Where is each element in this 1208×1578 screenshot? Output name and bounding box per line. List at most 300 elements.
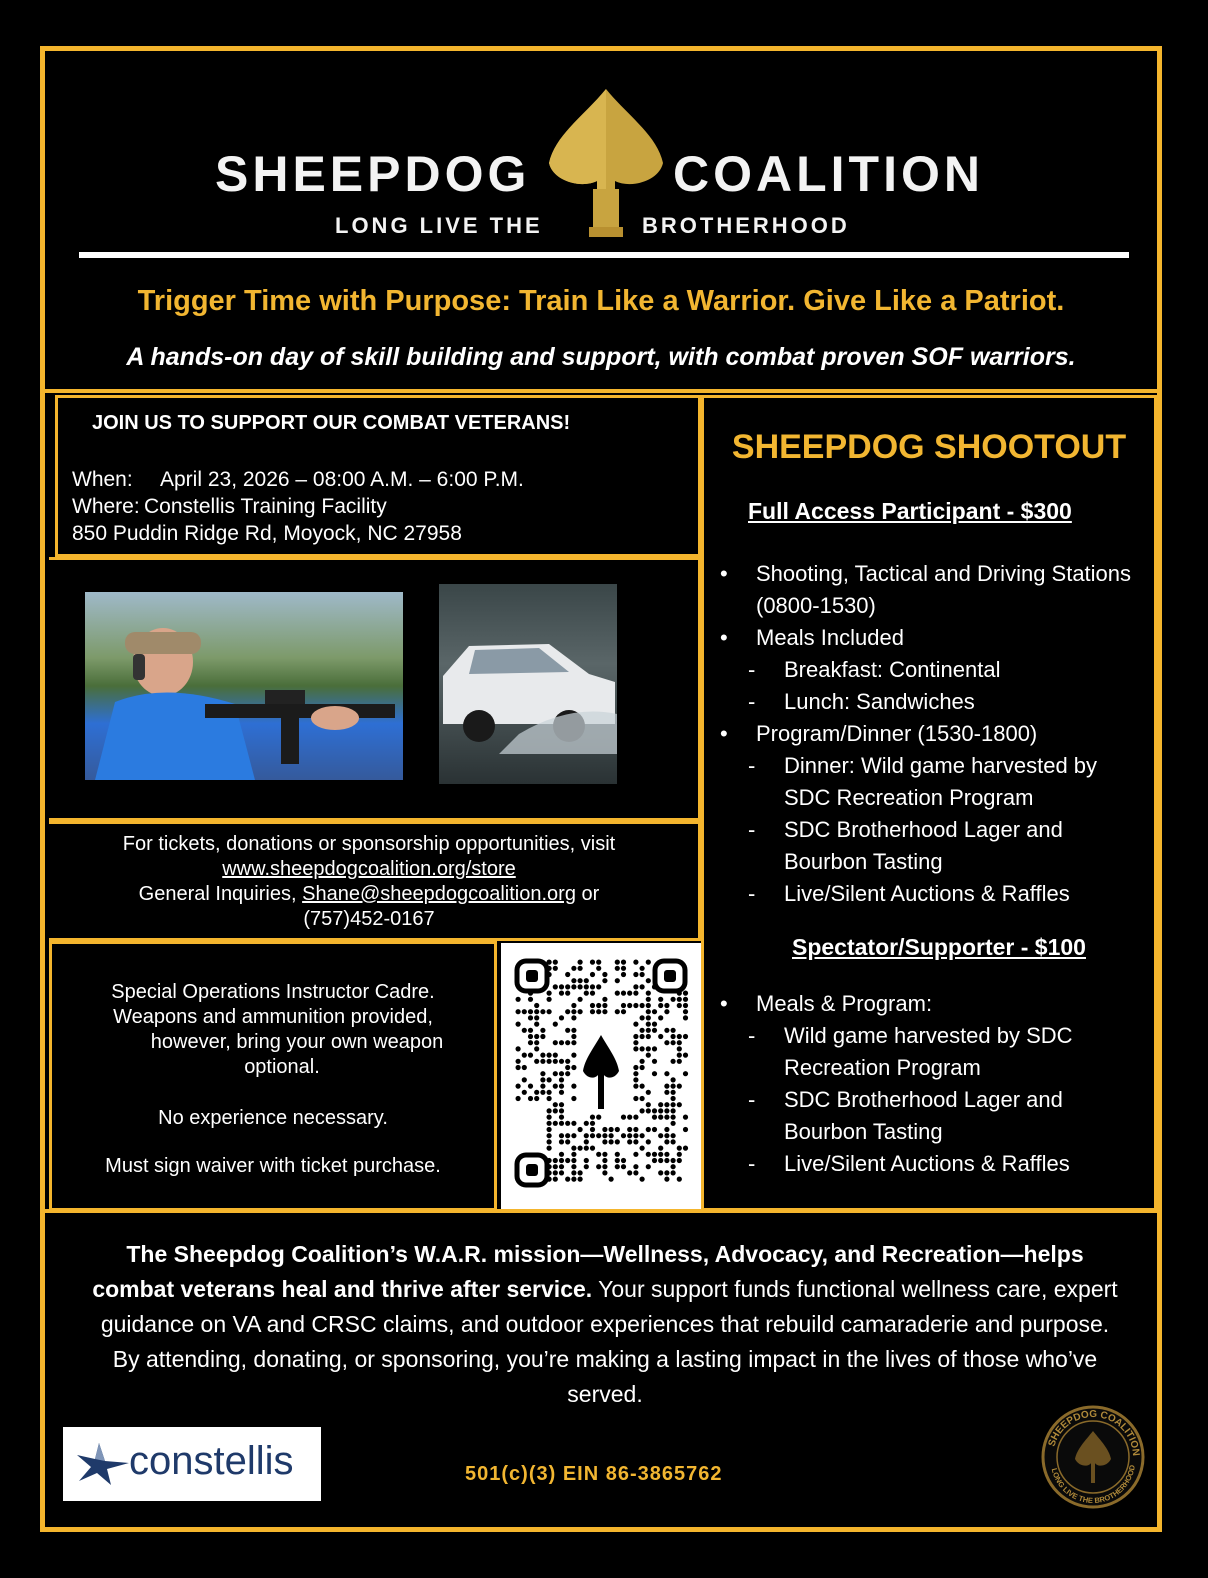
qr-dot bbox=[639, 966, 644, 971]
qr-dot bbox=[670, 1028, 675, 1033]
qr-dot bbox=[577, 1170, 582, 1175]
qr-dot bbox=[670, 1170, 675, 1175]
qr-dot bbox=[646, 1164, 651, 1169]
qr-dot bbox=[608, 1133, 613, 1138]
qr-dot bbox=[522, 1009, 527, 1014]
qr-dot bbox=[559, 990, 564, 995]
qr-dot bbox=[639, 1108, 644, 1113]
qr-dot bbox=[664, 1176, 669, 1181]
qr-dot bbox=[646, 1046, 651, 1051]
qr-dot bbox=[633, 1152, 638, 1157]
qr-dot bbox=[633, 1071, 638, 1076]
qr-dot bbox=[590, 1133, 595, 1138]
section-divider bbox=[45, 389, 1157, 393]
qr-dot bbox=[677, 1046, 682, 1051]
spectator-item: - Wild game harvested by SDC Recreation Program bbox=[720, 1020, 1140, 1084]
qr-dot bbox=[584, 1133, 589, 1138]
qr-dot bbox=[646, 1127, 651, 1132]
qr-dot bbox=[633, 1040, 638, 1045]
qr-dot bbox=[577, 1145, 582, 1150]
spectator-title: Spectator/Supporter - $100 bbox=[792, 934, 1086, 960]
spectator-item: - SDC Brotherhood Lager and Bourbon Tasting bbox=[720, 1084, 1140, 1148]
qr-dot bbox=[565, 990, 570, 995]
qr-dot bbox=[646, 1028, 651, 1033]
join-heading: JOIN US TO SUPPORT OUR COMBAT VETERANS! bbox=[92, 412, 571, 434]
qr-dot bbox=[621, 1114, 626, 1119]
qr-dot bbox=[571, 1176, 576, 1181]
qr-dot bbox=[590, 1145, 595, 1150]
qr-dot bbox=[553, 1059, 558, 1064]
qr-dot bbox=[559, 1121, 564, 1126]
qr-dot bbox=[627, 1139, 632, 1144]
qr-dot bbox=[528, 1034, 533, 1039]
qr-dot bbox=[683, 1009, 688, 1014]
qr-dot bbox=[596, 1152, 601, 1157]
qr-dot bbox=[658, 997, 663, 1002]
qr-dot bbox=[565, 1176, 570, 1181]
qr-dot bbox=[584, 1164, 589, 1169]
qr-dot bbox=[646, 1108, 651, 1113]
qr-dot bbox=[534, 1009, 539, 1014]
qr-dot bbox=[571, 1015, 576, 1020]
qr-dot bbox=[540, 1059, 545, 1064]
qr-dot bbox=[565, 1121, 570, 1126]
qr-dot bbox=[577, 1009, 582, 1014]
qr-dot bbox=[571, 1065, 576, 1070]
qr-dot bbox=[608, 1127, 613, 1132]
weapons-line1: Weapons and ammunition provided, bbox=[113, 1006, 433, 1028]
qr-dot bbox=[559, 1059, 564, 1064]
qr-dot bbox=[546, 1121, 551, 1126]
qr-dot bbox=[621, 1003, 626, 1008]
qr-dot bbox=[670, 1096, 675, 1101]
qr-dot bbox=[571, 1003, 576, 1008]
qr-dot bbox=[633, 1003, 638, 1008]
shooter-photo bbox=[85, 592, 403, 780]
qr-dot bbox=[559, 1077, 564, 1082]
qr-dot bbox=[677, 997, 682, 1002]
photo-box bbox=[49, 557, 701, 821]
full-access-item: • Shooting, Tactical and Driving Stations (0800-1530) bbox=[720, 558, 1140, 622]
qr-dot bbox=[571, 1164, 576, 1169]
email-link[interactable]: Shane@sheepdogcoalition.org bbox=[302, 883, 576, 905]
qr-dot bbox=[677, 1158, 682, 1163]
qr-dot bbox=[677, 1003, 682, 1008]
qr-dot bbox=[546, 1090, 551, 1095]
constellis-wordmark: constellis bbox=[129, 1439, 294, 1483]
qr-finder-core bbox=[526, 970, 538, 982]
full-access-list bbox=[720, 558, 1140, 910]
qr-dot bbox=[670, 1059, 675, 1064]
qr-dot bbox=[677, 1102, 682, 1107]
qr-dot bbox=[646, 1003, 651, 1008]
qr-dot bbox=[652, 1127, 657, 1132]
qr-dot bbox=[627, 990, 632, 995]
qr-dot bbox=[565, 1059, 570, 1064]
phone: (757)452-0167 bbox=[303, 908, 435, 930]
qr-dot bbox=[639, 984, 644, 989]
qr-dot bbox=[664, 1139, 669, 1144]
qr-dot bbox=[571, 1170, 576, 1175]
headline: Trigger Time with Purpose: Train Like a Warrior. Give Like a Patriot. bbox=[137, 285, 1065, 317]
qr-dot bbox=[683, 1015, 688, 1020]
qr-dot bbox=[565, 1040, 570, 1045]
qr-dot bbox=[670, 1114, 675, 1119]
qr-dot bbox=[670, 1083, 675, 1088]
qr-finder-core bbox=[526, 1164, 538, 1176]
qr-dot bbox=[633, 1139, 638, 1144]
qr-dot bbox=[646, 1152, 651, 1157]
qr-dot bbox=[608, 1176, 613, 1181]
qr-dot bbox=[553, 1040, 558, 1045]
seal-bottom-text: LONG LIVE THE BROTHERHOOD bbox=[1049, 1464, 1137, 1506]
qr-dot bbox=[646, 1139, 651, 1144]
qr-dot bbox=[677, 1040, 682, 1045]
qr-dot bbox=[602, 1170, 607, 1175]
qr-dot bbox=[646, 990, 651, 995]
qr-dot bbox=[596, 1009, 601, 1014]
qr-dot bbox=[522, 1028, 527, 1033]
qr-dot bbox=[664, 1083, 669, 1088]
qr-dot bbox=[621, 972, 626, 977]
qr-dot bbox=[546, 1052, 551, 1057]
qr-dot bbox=[677, 1152, 682, 1157]
qr-dot bbox=[515, 1083, 520, 1088]
contact-line2 bbox=[49, 857, 689, 882]
contact-line3 bbox=[49, 882, 689, 907]
qr-dot bbox=[559, 984, 564, 989]
qr-spearhead-icon bbox=[583, 1035, 619, 1109]
qr-dot bbox=[683, 1003, 688, 1008]
qr-dot bbox=[565, 972, 570, 977]
qr-dot bbox=[602, 1003, 607, 1008]
qr-dot bbox=[615, 966, 620, 971]
qr-dot bbox=[540, 1009, 545, 1014]
qr-dot bbox=[571, 1096, 576, 1101]
qr-dot bbox=[652, 1021, 657, 1026]
qr-dot bbox=[577, 1127, 582, 1132]
qr-dot bbox=[658, 1145, 663, 1150]
qr-dot bbox=[639, 1133, 644, 1138]
qr-dot bbox=[522, 1090, 527, 1095]
qr-dot bbox=[590, 1009, 595, 1014]
qr-dot bbox=[602, 1009, 607, 1014]
qr-dot bbox=[646, 978, 651, 983]
qr-dot bbox=[571, 1133, 576, 1138]
qr-dot bbox=[584, 1139, 589, 1144]
qr-dot bbox=[639, 1083, 644, 1088]
qr-dot bbox=[553, 1170, 558, 1175]
qr-dot bbox=[658, 1003, 663, 1008]
qr-dot bbox=[534, 1090, 539, 1095]
qr-dot bbox=[664, 1009, 669, 1014]
qr-dot bbox=[664, 1127, 669, 1132]
qr-dot bbox=[602, 1127, 607, 1132]
qr-dot bbox=[608, 1139, 613, 1144]
qr-dot bbox=[565, 1065, 570, 1070]
qr-dot bbox=[528, 1015, 533, 1020]
qr-dot bbox=[553, 1108, 558, 1113]
qr-dot bbox=[553, 1021, 558, 1026]
qr-dot bbox=[540, 1090, 545, 1095]
qr-dot bbox=[571, 1009, 576, 1014]
qr-dot bbox=[515, 1059, 520, 1064]
qr-dot bbox=[633, 959, 638, 964]
bottom-divider bbox=[45, 1209, 1157, 1213]
qr-dot bbox=[596, 1133, 601, 1138]
qr-dot bbox=[528, 1040, 533, 1045]
qr-dot bbox=[596, 1114, 601, 1119]
qr-dot bbox=[683, 1071, 688, 1076]
qr-dot bbox=[553, 1102, 558, 1107]
qr-dot bbox=[633, 1034, 638, 1039]
qr-dot bbox=[664, 1114, 669, 1119]
qr-dot bbox=[683, 1114, 688, 1119]
qr-dot bbox=[670, 1034, 675, 1039]
qr-dot bbox=[534, 1059, 539, 1064]
spectator-item: • Meals & Program: bbox=[720, 988, 1140, 1020]
qr-dot bbox=[534, 1021, 539, 1026]
qr-dot bbox=[627, 1127, 632, 1132]
qr-dot bbox=[571, 1083, 576, 1088]
qr-dot bbox=[515, 1096, 520, 1101]
qr-dot bbox=[559, 1114, 564, 1119]
contact-line1: For tickets, donations or sponsorship opportunities, visit bbox=[122, 833, 616, 855]
qr-dot bbox=[658, 1015, 663, 1020]
qr-dot bbox=[677, 1083, 682, 1088]
qr-dot bbox=[664, 1108, 669, 1113]
qr-dot bbox=[633, 1164, 638, 1169]
qr-dot bbox=[633, 1127, 638, 1132]
qr-dot bbox=[646, 1052, 651, 1057]
qr-dot bbox=[559, 1090, 564, 1095]
qr-dot bbox=[546, 1133, 551, 1138]
qr-dot bbox=[627, 1170, 632, 1175]
qr-dot bbox=[540, 1052, 545, 1057]
qr-dot bbox=[658, 1108, 663, 1113]
qr-dot bbox=[633, 1046, 638, 1051]
qr-dot bbox=[565, 984, 570, 989]
qr-dot bbox=[590, 1114, 595, 1119]
qr-dot bbox=[670, 1077, 675, 1082]
qr-dot bbox=[652, 1108, 657, 1113]
qr-dot bbox=[670, 1133, 675, 1138]
full-access-item: - Dinner: Wild game harvested by SDC Recreation Program bbox=[720, 750, 1140, 814]
qr-dot bbox=[658, 1170, 663, 1175]
qr-dot bbox=[658, 1114, 663, 1119]
spectator-item: - Live/Silent Auctions & Raffles bbox=[720, 1148, 1140, 1180]
qr-dot bbox=[658, 1152, 663, 1157]
waiver-text: Must sign waiver with ticket purchase. bbox=[105, 1155, 441, 1177]
cadre-text: Special Operations Instructor Cadre. bbox=[111, 981, 435, 1003]
qr-dot bbox=[546, 1145, 551, 1150]
qr-dot bbox=[571, 1028, 576, 1033]
when-label: When: bbox=[72, 468, 133, 491]
qr-dot bbox=[515, 997, 520, 1002]
qr-dot bbox=[559, 1071, 564, 1076]
qr-dot bbox=[677, 1145, 682, 1150]
qr-dot bbox=[639, 1065, 644, 1070]
qr-dot bbox=[646, 1021, 651, 1026]
qr-dot bbox=[584, 990, 589, 995]
where-label: Where: bbox=[72, 495, 140, 518]
qr-dot bbox=[658, 1133, 663, 1138]
qr-dot bbox=[577, 978, 582, 983]
qr-dot bbox=[639, 1145, 644, 1150]
qr-dot bbox=[652, 1028, 657, 1033]
constellis-star-icon bbox=[75, 1441, 131, 1487]
qr-dot bbox=[615, 1164, 620, 1169]
qr-dot bbox=[670, 1139, 675, 1144]
qr-dot bbox=[559, 1108, 564, 1113]
qr-dot bbox=[664, 1102, 669, 1107]
qr-dot bbox=[522, 1077, 527, 1082]
qr-finder-core bbox=[664, 970, 676, 982]
contact-box bbox=[49, 821, 701, 941]
qr-dot bbox=[670, 1090, 675, 1095]
qr-code-graphic bbox=[501, 943, 701, 1209]
qr-dot bbox=[683, 1145, 688, 1150]
qr-dot bbox=[683, 1034, 688, 1039]
qr-dot bbox=[515, 1065, 520, 1070]
qr-dot bbox=[639, 1059, 644, 1064]
qr-dot bbox=[633, 1065, 638, 1070]
subline: A hands-on day of skill building and support, with combat proven SOF warriors. bbox=[126, 343, 1076, 371]
qr-dot bbox=[652, 1071, 657, 1076]
vehicle-illustration bbox=[439, 584, 617, 784]
qr-dot bbox=[528, 997, 533, 1002]
qr-dot bbox=[546, 1077, 551, 1082]
qr-dot bbox=[528, 1083, 533, 1088]
logo-word-coalition: COALITION bbox=[673, 146, 984, 202]
qr-code[interactable] bbox=[501, 943, 701, 1209]
qr-dot bbox=[646, 1015, 651, 1020]
qr-dot bbox=[602, 1158, 607, 1163]
qr-dot bbox=[658, 1158, 663, 1163]
qr-dot bbox=[664, 1152, 669, 1157]
qr-dot bbox=[540, 1071, 545, 1076]
mission-text bbox=[85, 1237, 1125, 1412]
qr-dot bbox=[540, 1028, 545, 1033]
qr-dot bbox=[664, 1133, 669, 1138]
qr-dot bbox=[602, 1139, 607, 1144]
ein-text: 501(c)(3) EIN 86-3865762 bbox=[465, 1463, 723, 1485]
qr-dot bbox=[602, 1152, 607, 1157]
qr-dot bbox=[590, 990, 595, 995]
qr-dot bbox=[652, 1158, 657, 1163]
full-access-title: Full Access Participant - $300 bbox=[748, 498, 1072, 524]
qr-dot bbox=[615, 1152, 620, 1157]
qr-dot bbox=[683, 997, 688, 1002]
qr-dot bbox=[559, 1133, 564, 1138]
weapons-line2: however, bring your own weapon bbox=[150, 1031, 444, 1053]
qr-dot bbox=[602, 997, 607, 1002]
qr-dot bbox=[658, 1102, 663, 1107]
qr-dot bbox=[602, 978, 607, 983]
qr-dot bbox=[646, 1009, 651, 1014]
qr-dot bbox=[515, 1009, 520, 1014]
qr-dot bbox=[571, 1052, 576, 1057]
inquiries-label: General Inquiries, bbox=[138, 883, 297, 905]
qr-dot bbox=[546, 1096, 551, 1101]
qr-dot bbox=[652, 1046, 657, 1051]
qr-dot bbox=[571, 1145, 576, 1150]
qr-dot bbox=[571, 966, 576, 971]
qr-dot bbox=[596, 966, 601, 971]
qr-dot bbox=[639, 1034, 644, 1039]
qr-dot bbox=[590, 1003, 595, 1008]
qr-dot bbox=[546, 1139, 551, 1144]
qr-dot bbox=[546, 1108, 551, 1113]
full-access-item: - SDC Brotherhood Lager and Bourbon Tasting bbox=[720, 814, 1140, 878]
qr-dot bbox=[534, 1034, 539, 1039]
qr-dot bbox=[546, 1059, 551, 1064]
qr-dot bbox=[633, 990, 638, 995]
qr-dot bbox=[577, 1176, 582, 1181]
qr-dot bbox=[577, 984, 582, 989]
qr-dot bbox=[515, 1021, 520, 1026]
qr-dot bbox=[615, 1009, 620, 1014]
full-access-item: • Program/Dinner (1530-1800) bbox=[720, 718, 1140, 750]
seal-top-text: SHEEPDOG COALITION bbox=[1046, 1408, 1142, 1457]
qr-dot bbox=[534, 1046, 539, 1051]
qr-dot bbox=[615, 1158, 620, 1163]
qr-dot bbox=[677, 1176, 682, 1181]
qr-dot bbox=[683, 1127, 688, 1132]
qr-dot bbox=[621, 990, 626, 995]
qr-dot bbox=[584, 978, 589, 983]
sheepdog-seal-icon bbox=[1039, 1403, 1147, 1511]
constellis-logo bbox=[63, 1427, 321, 1501]
qr-dot bbox=[670, 1121, 675, 1126]
full-access-item: • Meals Included bbox=[720, 622, 1140, 654]
qr-dot bbox=[621, 1158, 626, 1163]
qr-dot bbox=[664, 1028, 669, 1033]
qr-dot bbox=[621, 1164, 626, 1169]
qr-dot bbox=[584, 1121, 589, 1126]
qr-dot bbox=[639, 972, 644, 977]
address: 850 Puddin Ridge Rd, Moyock, NC 27958 bbox=[72, 522, 462, 545]
qr-dot bbox=[677, 1059, 682, 1064]
qr-dot bbox=[652, 1009, 657, 1014]
qr-dot bbox=[621, 959, 626, 964]
qr-dot bbox=[571, 1034, 576, 1039]
event-box bbox=[55, 395, 701, 557]
qr-dot bbox=[615, 978, 620, 983]
qr-dot bbox=[670, 1102, 675, 1107]
qr-dot bbox=[639, 1046, 644, 1051]
qr-dot bbox=[633, 1021, 638, 1026]
qr-dot bbox=[596, 1003, 601, 1008]
qr-dot bbox=[590, 1121, 595, 1126]
qr-dot bbox=[577, 959, 582, 964]
logo-word-sheepdog: SHEEPDOG bbox=[215, 146, 531, 202]
qr-dot bbox=[677, 1052, 682, 1057]
experience-text: No experience necessary. bbox=[158, 1107, 388, 1129]
qr-dot bbox=[639, 1015, 644, 1020]
qr-dot bbox=[528, 1096, 533, 1101]
qr-dot bbox=[584, 1158, 589, 1163]
store-link[interactable]: www.sheepdogcoalition.org/store bbox=[222, 858, 516, 880]
logo bbox=[45, 77, 1157, 238]
qr-dot bbox=[584, 1145, 589, 1150]
qr-dot bbox=[627, 1003, 632, 1008]
qr-dot bbox=[602, 972, 607, 977]
qr-dot bbox=[670, 1164, 675, 1169]
qr-dot bbox=[565, 1139, 570, 1144]
qr-dot bbox=[615, 959, 620, 964]
qr-dot bbox=[639, 1096, 644, 1101]
